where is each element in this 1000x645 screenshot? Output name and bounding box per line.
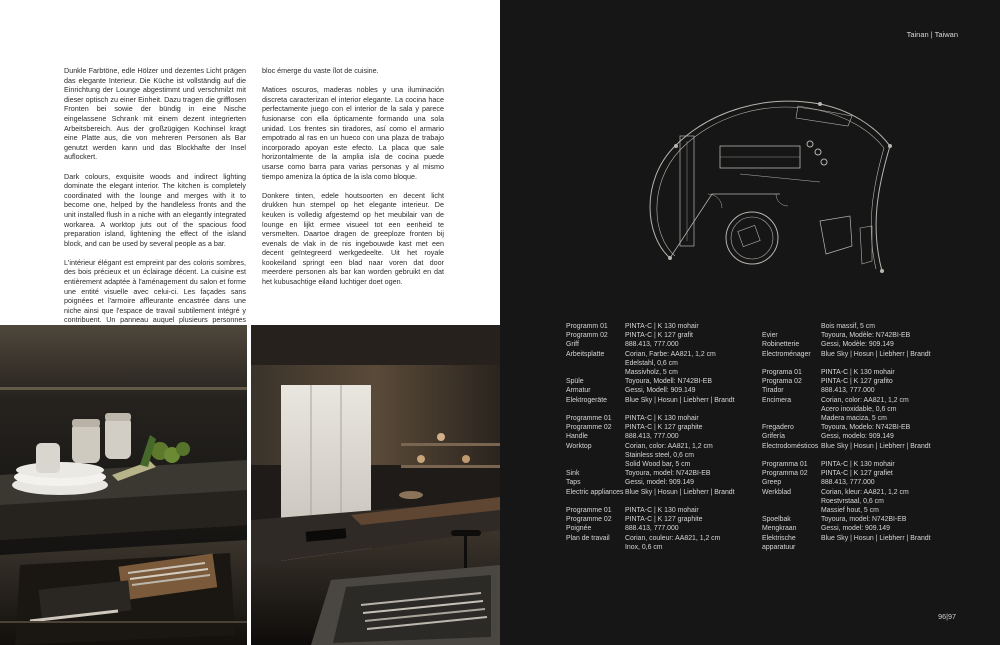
right-page [500,0,1000,645]
spec-value: PINTA-C | K 127 grafito [821,378,893,386]
spec-row [762,460,962,469]
spec-value: Toyoura, Modèle: N742BI-EB [821,332,911,340]
spec-value: Edelstahl, 0,6 cm [625,359,678,367]
spec-row [566,423,766,432]
spec-key: apparatuur [762,543,796,551]
spec-key: Mengkraan [762,525,797,533]
spec-value: Gessi, Modèle: 909.149 [821,341,894,349]
spec-value: Acero inoxidable, 0,6 cm [821,405,897,413]
spec-key: Greep [762,479,782,487]
spec-row [762,377,962,386]
paragraph-spanish: Matices oscuros, maderas nobles y una iluminación discreta caracterizan el interior elegante. La cocina hace perfectamente juego con el interior de la sala y parece fusionarse con ella ópticamente formando una sola unidad. Los frentes sin tiradores, así como el armario empotrado al ras en un hueco con una plaza de trabajo incorporado apoyan este efecto. La placa que sale horizontalmente de la amplia isla de cocina puede usarse como barra para varias personas y al mismo tiempo ameniza la óptica de la isla como bloque. [262,85,444,181]
spec-row [566,534,766,543]
spec-row [566,543,766,552]
spec-row [566,469,766,478]
spec-value: Toyoura, Modelo: N742BI-EB [821,424,911,432]
spec-value: Corian, kleur: AA821, 1,2 cm [821,488,909,496]
spec-row [566,488,766,497]
spec-row [762,322,962,331]
spec-key: Programme 02 [566,516,612,524]
spec-row [566,451,766,460]
spec-key: Programa 02 [762,378,802,386]
spec-key: Sink [566,470,580,478]
spec-value: Corian, color: AA821, 1,2 cm [625,442,713,450]
spec-key: Electric appliances [566,488,624,496]
spec-value: PINTA-C | K 130 mohair [625,507,699,515]
spec-key [762,497,821,506]
spec-row [566,432,766,441]
spec-value: Roestvrstaal, 0,6 cm [821,497,884,505]
spec-value [821,543,962,552]
spec-value: Toyoura, Modell: N742BI-EB [625,378,712,386]
spec-row [762,506,962,515]
spec-value: Gessi, Modell: 909.149 [625,387,696,395]
spec-row [762,396,962,405]
spec-value: PINTA-C | K 130 mohair [625,415,699,423]
page-number: 96|97 [938,612,956,621]
spec-group-french-cont [762,322,962,359]
spec-group-french [566,506,766,552]
spec-value: PINTA-C | K 130 mohair [625,323,699,330]
location-label: Tainan | Taiwan [906,30,958,39]
spec-value: Gessi, model: 909.149 [625,479,694,487]
spec-key: Programm 01 [566,323,608,330]
spec-value: PINTA-C | K 127 graphite [625,424,703,432]
spec-key [762,322,821,331]
spec-value: PINTA-C | K 127 grafit [625,332,693,340]
spec-row [762,368,962,377]
spec-key: Grifería [762,433,785,441]
spec-key: Elektrische [762,534,796,542]
spec-value: Toyoura, model: N742BI-EB [821,516,907,524]
spec-list-left [566,322,766,561]
kitchen-island-photo [251,325,500,645]
spec-row [762,524,962,533]
spec-key: Encimera [762,396,792,404]
spec-group-dutch [762,460,962,552]
spec-row [762,543,962,552]
spec-value: PINTA-C | K 130 mohair [821,461,895,469]
spec-row [762,405,962,414]
spec-value: Inox, 0,6 cm [625,543,663,551]
spec-key: Evier [762,332,778,340]
spec-value: Corian, couleur: AA821, 1,2 cm [625,534,721,542]
spec-key: Programme 01 [566,415,612,423]
spec-row [762,478,962,487]
spec-value: Stainless steel, 0,6 cm [625,451,694,459]
spec-key: Werkblad [762,488,791,496]
spec-row [762,534,962,543]
spec-row [762,350,962,359]
spec-value: 888.413, 777.000 [821,387,875,395]
spec-key: Electrodomésticos [762,442,819,450]
spec-row [762,515,962,524]
spec-row [566,368,766,377]
spec-key [762,405,821,414]
spec-value: Blue Sky | Hosun | Liebherr | Brandt [821,534,931,542]
spec-value: Blue Sky | Hosun | Liebherr | Brandt [625,488,735,496]
spec-row [762,488,962,497]
spec-row [566,359,766,368]
spec-value: Blue Sky | Hosun | Liebherr | Brandt [821,442,931,450]
spec-key: Programa 01 [762,369,802,376]
spec-key: Elektrogeräte [566,396,607,404]
spec-key: Fregadero [762,424,794,432]
paragraph-german: Dunkle Farbtöne, edle Hölzer und dezentes Licht prägen das elegante Interieur. Die Küche ist vollständig auf die Einrichtung der Lounge abgestimmt und verschmilzt mit dieser optisch zu einer Einheit. Dazu tragen die grifflosen Fronten bei sowie der bündig in eine Nische eingelassene Schrank mit einem dezent integrierten Arbeitsbereich. Aus der großzügigen Kochinsel kragt eine Platte aus, die von mehreren Personen als Bar genutzt werden kann und das Blockhafte der Insel auflockert. [64,66,246,162]
spec-value: Bois massif, 5 cm [821,323,875,330]
paragraph-french-end: bloc émerge du vaste îlot de cuisine. [262,66,379,75]
spec-key: Poignée [566,525,592,533]
spec-key [566,451,625,460]
spec-key: Programma 02 [762,470,808,478]
spec-value: Gessi, modelo: 909.149 [821,433,894,441]
spec-key: Electroménager [762,350,811,358]
spec-list-right [762,322,962,561]
spec-row [566,340,766,349]
spec-value: 888.413, 777.000 [625,433,679,441]
spec-key: Programma 01 [762,461,808,469]
spec-group-english [566,414,766,497]
spec-row [566,442,766,451]
spec-row [762,469,962,478]
spec-key: Arbeitsplatte [566,350,605,358]
spec-row [566,414,766,423]
spec-group-german [566,322,766,405]
floor-plan-drawing [620,86,920,286]
spec-row [566,322,766,331]
spec-row [566,506,766,515]
spec-row [566,331,766,340]
spec-value: Blue Sky | Hosun | Liebherr | Brandt [821,350,931,358]
spec-key: Armatur [566,387,591,395]
spec-row [762,331,962,340]
spec-row [762,423,962,432]
spec-value: Toyoura, model: N742BI-EB [625,470,711,478]
spec-row [762,497,962,506]
spec-value: Madera maciza, 5 cm [821,415,887,423]
spec-key: Programme 01 [566,507,612,515]
spec-value: PINTA-C | K 130 mohair [821,369,895,376]
spec-row [566,350,766,359]
spec-value: Corian, color: AA821, 1,2 cm [821,396,909,404]
spec-group-spanish [762,368,962,451]
spec-value: Massief hout, 5 cm [821,507,879,515]
spec-key: Handle [566,433,588,441]
spec-value: 888.413, 777.000 [821,479,875,487]
spec-row [566,515,766,524]
paragraph-english: Dark colours, exquisite woods and indirect lighting dominate the elegant interior. The kitchen is completely coordinated with the lounge and merges with it to become one, helped by the handleless fronts and the unit installed flush in a niche with an elegantly integrated workarea. A worktop juts out of the spacious food preparation island, lightening the effect of the island block, and can be used by several people as a bar. [64,171,246,248]
spec-value: Blue Sky | Hosun | Liebherr | Brandt [625,396,735,404]
spec-value: PINTA-C | K 127 grafiet [821,470,893,478]
spec-key: Griff [566,341,579,349]
spec-key: Tirador [762,387,784,395]
spec-key [566,460,625,469]
spec-key [566,543,625,552]
spec-row [762,432,962,441]
spec-row [566,396,766,405]
spec-value: Massivholz, 5 cm [625,369,678,377]
text-column-2 [262,66,444,296]
spec-key: Programm 02 [566,332,608,340]
spec-row [566,377,766,386]
spec-key: Programme 02 [566,424,612,432]
spec-key: Spüle [566,378,584,386]
spec-row [566,386,766,395]
spec-value: Gessi, model: 909.149 [821,525,890,533]
spec-value: 888.413, 777.000 [625,525,679,533]
text-column-1 [64,66,246,354]
paragraph-dutch: Donkere tinten, edele houtsoorten en decent licht drukken hun stempel op het elegante interieur. De keuken is volledig afgestemd op het meubilair van de lounge en lijkt ermee visueel tot een eenheid te versmelten. Daartoe dragen de greeploze fronten bij evenals de vlak in de nis ingebouwde kast met een decent geïntegreerd werkgedeelte. Uit het royale kookeiland springt een blad naar voren dat door meerdere personen als bar kan worden gebruikt en dat het kubusachtige eiland luchtiger doet ogen. [262,190,444,287]
kitchen-drawer-photo [0,325,247,645]
spec-row [566,478,766,487]
spec-key: Worktop [566,442,592,450]
paragraph-french: L'intérieur élégant est empreint par des coloris sombres, des bois précieux et un éclairage décent. La cuisine est entièrement adaptée à l'aménagement du salon et forme une entité visuelle avec celui-ci. Les façades sans poignées et l'armoire affleurante encastrée dans une niche ainsi que l'espace de travail subtilement intégré y contribuent. Un panneau auquel plusieurs personnes [64,257,246,325]
spec-row [762,442,962,451]
spec-value: Solid Wood bar, 5 cm [625,461,691,469]
spec-row [762,414,962,423]
spec-row [566,524,766,533]
spec-row [762,340,962,349]
spec-key [566,359,625,368]
spec-row [762,386,962,395]
spec-value: 888.413, 777.000 [625,341,679,349]
spec-row [566,460,766,469]
spec-key [566,368,625,377]
spec-key: Spoelbak [762,516,791,524]
spec-key [762,506,821,515]
spec-value: Corian, Farbe: AA821, 1,2 cm [625,350,716,358]
spec-key: Plan de travail [566,534,610,542]
spec-key [762,414,821,423]
spec-value: PINTA-C | K 127 graphite [625,516,703,524]
spec-key: Robinetterie [762,341,800,349]
spec-key: Taps [566,479,581,487]
